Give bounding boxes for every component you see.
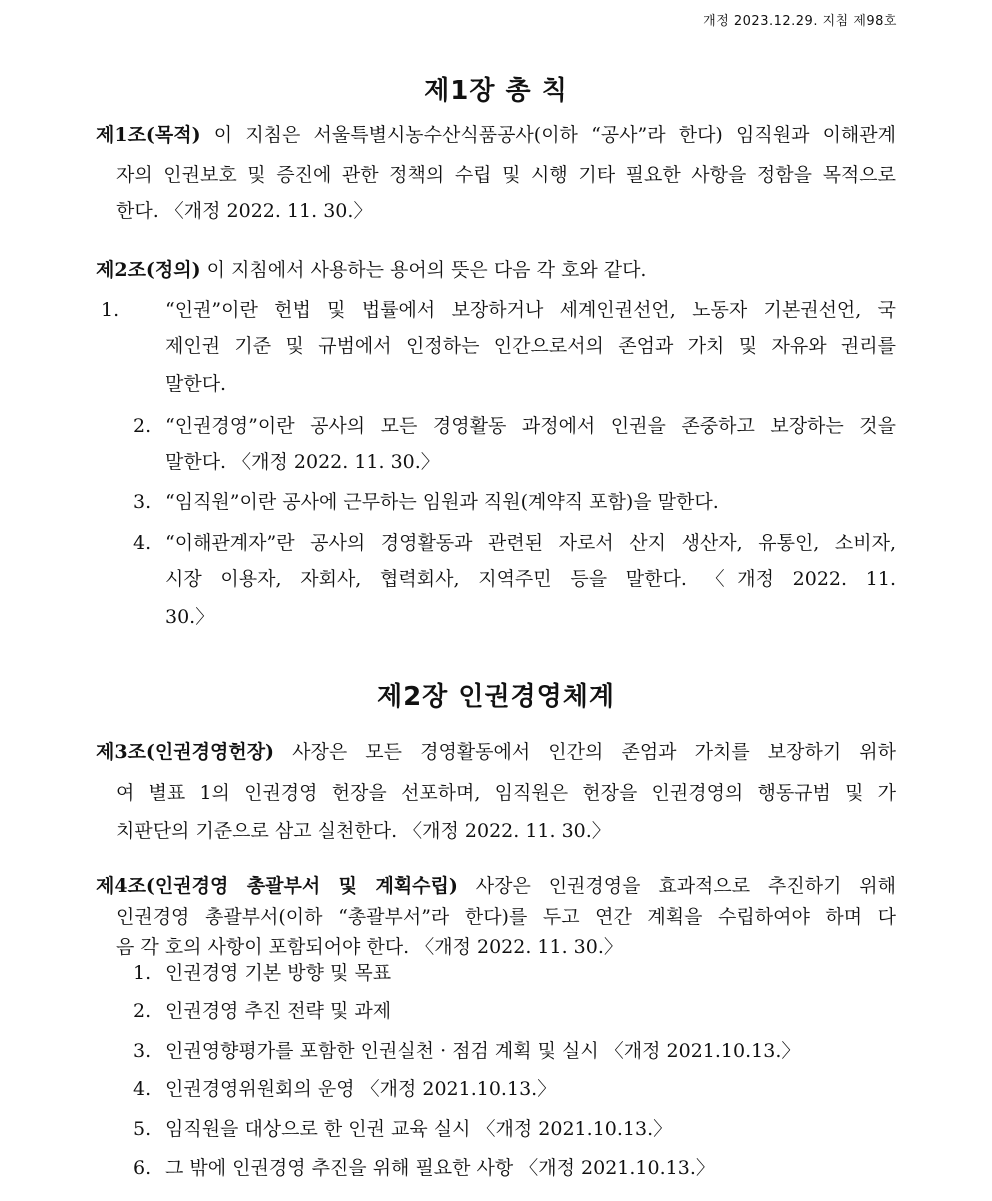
item-text: 인권영향평가를 포함한 인권실천 · 점검 계획 및 실시 〈개정 2021.10.13.〉 xyxy=(165,1040,801,1062)
item-number: 3. xyxy=(133,1040,152,1062)
article2-intro: 이 지침에서 사용하는 용어의 뜻은 다음 각 호와 같다. xyxy=(206,259,647,281)
item-line: 제인권 기준 및 규범에서 인정하는 인간으로서의 존엄과 가치 및 자유와 권리를 xyxy=(165,335,896,357)
item-number: 1. xyxy=(133,962,152,984)
item-text: 그 밖에 인권경영 추진을 위해 필요한 사항 〈개정 2021.10.13.〉 xyxy=(165,1157,715,1179)
article4-item-4 xyxy=(133,1074,556,1101)
article4-line3: 음 각 호의 사항이 포함되어야 한다. 〈개정 2022. 11. 30.〉 xyxy=(116,936,623,958)
article1-line3: 한다. 〈개정 2022. 11. 30.〉 xyxy=(116,200,373,222)
article2-heading: 제2조(정의) xyxy=(96,259,201,281)
item-text: 임직원을 대상으로 한 인권 교육 실시 〈개정 2021.10.13.〉 xyxy=(165,1118,673,1140)
article4-item-5 xyxy=(133,1114,672,1141)
article1-line2: 자의 인권보호 및 증진에 관한 정책의 수립 및 시행 기타 필요한 사항을 정함을 목적으로 xyxy=(116,164,896,186)
item-line: “이해관계자”란 공사의 경영활동과 관련된 자로서 산지 생산자, 유통인, 소비자, xyxy=(165,532,896,554)
article2 xyxy=(96,256,896,284)
article3-heading: 제3조(인권경영헌장) xyxy=(96,741,275,763)
article2-item-1 xyxy=(101,294,896,402)
article3-line2: 여 별표 1의 인권경영 헌장을 선포하며, 임직원은 헌장을 인권경영의 행동규범 및 가 xyxy=(116,782,896,804)
article2-item-4 xyxy=(133,527,896,635)
item-line: “임직원”이란 공사에 근무하는 임원과 직원(계약직 포함)을 말한다. xyxy=(165,491,719,513)
article4-item-3 xyxy=(133,1036,800,1063)
article2-item-3 xyxy=(133,486,896,518)
article2-item-2 xyxy=(133,410,896,482)
item-number: 5. xyxy=(133,1118,152,1140)
item-line: 시장 이용자, 자회사, 협력회사, 지역주민 등을 말한다. 〈개정 2022. 11. xyxy=(165,568,896,590)
chapter1-title: 제1장 총 칙 xyxy=(424,76,568,106)
item-text: 인권경영 기본 방향 및 목표 xyxy=(165,962,392,984)
article1-heading: 제1조(목적) xyxy=(96,124,201,146)
article1 xyxy=(96,121,896,229)
article4-text1: 사장은 인권경영을 효과적으로 추진하기 위해 xyxy=(475,875,897,897)
article4-item-6 xyxy=(133,1153,715,1180)
item-line: 말한다. xyxy=(165,373,227,395)
item-number: 2. xyxy=(133,415,152,437)
article3-text1: 사장은 모든 경영활동에서 인간의 존엄과 가치를 보장하기 위하 xyxy=(292,741,896,763)
article4-item-1 xyxy=(133,958,391,985)
chapter2-title: 제2장 인권경영체계 xyxy=(376,682,616,712)
article3-line3: 치판단의 기준으로 삼고 실천한다. 〈개정 2022. 11. 30.〉 xyxy=(116,820,611,842)
item-number: 4. xyxy=(133,532,152,554)
item-text: 인권경영위원회의 운영 〈개정 2021.10.13.〉 xyxy=(165,1078,557,1100)
article1-text1: 이 지침은 서울특별시농수산식품공사(이하 “공사”라 한다) 임직원과 이해관계 xyxy=(213,124,896,146)
item-text: 인권경영 추진 전략 및 과제 xyxy=(165,1000,392,1022)
item-number: 2. xyxy=(133,1000,152,1022)
article4-heading: 제4조(인권경영 총괄부서 및 계획수립) xyxy=(96,875,458,897)
item-line: “인권경영”이란 공사의 모든 경영활동 과정에서 인권을 존중하고 보장하는 것을 xyxy=(165,415,896,437)
item-number: 4. xyxy=(133,1078,152,1100)
revision-note: 개정 2023.12.29. 지침 제98호 xyxy=(703,14,897,29)
item-number: 1. xyxy=(101,299,120,321)
article4 xyxy=(96,872,896,962)
item-number: 3. xyxy=(133,491,152,513)
item-line: 말한다. 〈개정 2022. 11. 30.〉 xyxy=(165,451,440,473)
article4-line2: 인권경영 총괄부서(이하 “총괄부서”라 한다)를 두고 연간 계획을 수립하여야 하며 다 xyxy=(116,906,896,928)
item-number: 6. xyxy=(133,1157,152,1179)
article1-line1 xyxy=(96,121,896,157)
item-line: 30.〉 xyxy=(165,606,215,628)
article4-item-2 xyxy=(133,996,391,1023)
article3 xyxy=(96,736,896,850)
item-line: “인권”이란 헌법 및 법률에서 보장하거나 세계인권선언, 노동자 기본권선언, 국 xyxy=(165,299,896,321)
